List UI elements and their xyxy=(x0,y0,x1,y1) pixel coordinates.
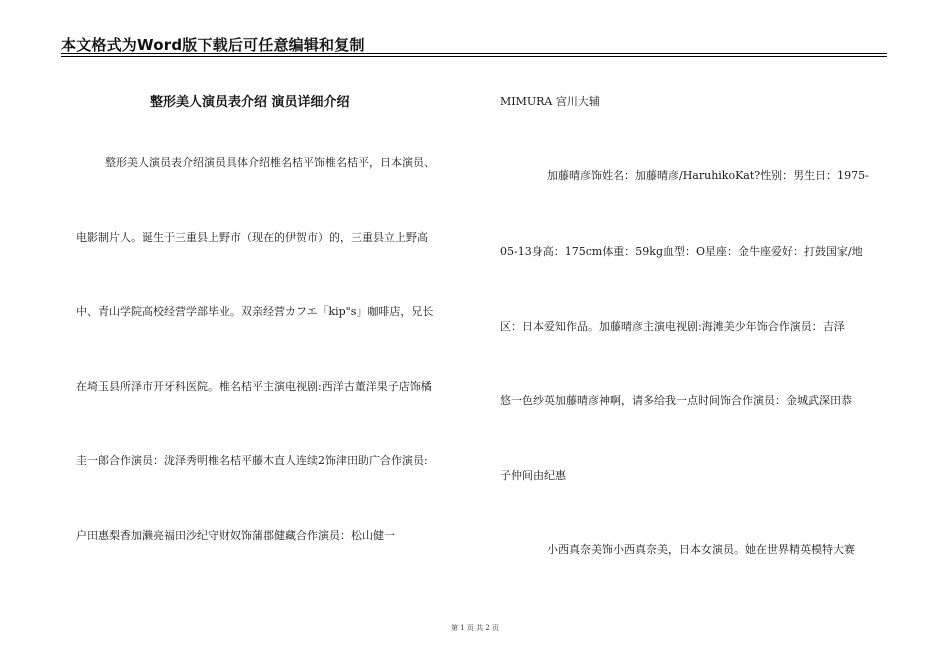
article-title: 整形美人演员表介绍 演员详细介绍 xyxy=(150,95,350,110)
left-text-line-2: 电影制片人。诞生于三重县上野市（现在的伊贺市）的，三重县立上野高 xyxy=(76,231,428,244)
right-text-line-7: 小西真奈美饰小西真奈美，日本女演员。她在世界精英模特大赛 xyxy=(547,543,855,556)
right-text-line-3: 05-13身高：175cm体重：59kg血型：O星座：金牛座爱好：打鼓国家/地 xyxy=(500,245,863,258)
left-text-line-3: 中、青山学院高校经营学部毕业。双亲经营カフエ「kip"s」咖啡店，兄长 xyxy=(76,305,434,318)
left-text-line-4: 在埼玉县所泽市开牙科医院。椎名桔平主演电视剧:西洋古董洋果子店饰橘 xyxy=(76,380,432,393)
left-text-line-1: 整形美人演员表介绍演员具体介绍椎名桔平饰椎名桔平，日本演员、 xyxy=(105,156,435,169)
right-text-line-4: 区：日本爱知作品。加藤晴彦主演电视剧:海滩美少年饰合作演员：吉泽 xyxy=(500,320,845,333)
document-header-banner: 本文格式为Word版下载后可任意编辑和复制 xyxy=(61,36,365,54)
header-rule xyxy=(61,53,887,54)
right-text-line-5: 悠一色纱英加藤晴彦神啊，请多给我一点时间饰合作演员：金城武深田恭 xyxy=(500,394,852,407)
right-text-line-1: MIMURA 宫川大辅 xyxy=(500,95,600,108)
left-text-line-5: 圭一郎合作演员：泷泽秀明椎名桔平藤木直人连续2饰津田助广合作演员: xyxy=(76,454,428,467)
left-text-line-6: 户田惠梨香加濑亮福田沙纪守财奴饰蒲郡健藏合作演员：松山健一 xyxy=(76,529,395,542)
right-text-line-6: 子仲间由纪惠 xyxy=(500,469,566,482)
page-number-footer: 第 1 页 共 2 页 xyxy=(450,624,500,632)
header-rule-secondary xyxy=(61,56,887,57)
right-text-line-2: 加藤晴彦饰姓名：加藤晴彦/HaruhikoKat?性别：男生日：1975- xyxy=(547,169,869,182)
